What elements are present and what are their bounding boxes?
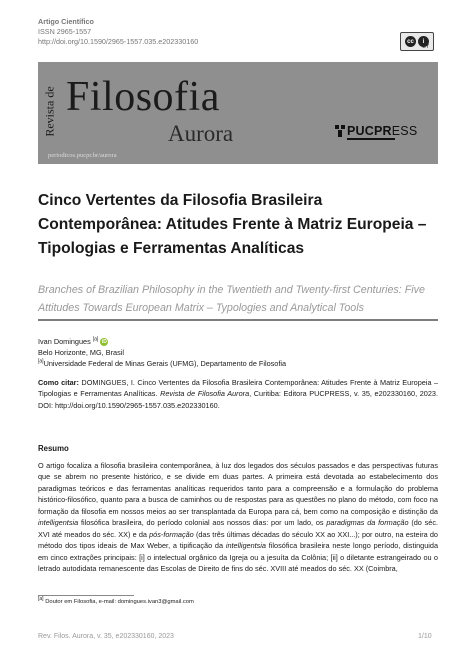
banner-url[interactable]: periodicos.pucpr.br/aurora [48, 152, 117, 159]
divider [38, 319, 438, 321]
citation-journal: Revista de Filosofia Aurora [160, 389, 250, 399]
issn: ISSN 2965-1557 [38, 27, 92, 36]
author-location: Belo Horizonte, MG, Brasil [38, 348, 124, 357]
article-title: Cinco Vertentes da Filosofia Brasileira Contemporânea: Atitudes Frente à Matriz Europeia – Tipologias e Ferramentas Analíticas [38, 192, 427, 257]
attribution-icon: i [418, 36, 429, 47]
banner-filosofia: Filosofia [66, 74, 220, 120]
resumo-body: O artigo focaliza a filosofia brasileira contemporânea, à luz dos legados dos séculos passados e das perspectivas futuras que se abrem no presente histórico, e se divide em duas partes. A primeira está devotada ao estabelecimento dos paradigmas teóricos e das ferramentas analíticas requeridos tanto para a compreensão e a formulação do problema histórico-filosófico, quanto para a busca de caminhos ou de respostas para as questões no plano do método, com foco na formação da filosofia em nossos meios ao ser transplantada da Europa para cá, bem como na composição e distinção da intelligentsia filosófica brasileira, do período colonial aos nossos dias: por um lado, os paradigmas da formação (do séc. XVI até meados do séc. XX) e da pós-formação (das três últimas décadas do século XX ao XXI...); por outro, na esteira do método dos tipos ideais de Max Weber, a tipificação da intelligentsia filosófica brasileira neste longo período, distinguida em cinco extrações principais: [i] o intelectual orgânico da Igreja ou a jesuíta da Colônia; [ii] o diletante estrangeirado ou o letrado autodidata remanescente das Escolas de Direito de fins do séc. XVIII até meados do séc. XX (Coimbra, [38, 461, 439, 574]
footnote-divider [38, 595, 134, 596]
citation-label: Como citar: [38, 378, 79, 387]
orcid-icon[interactable]: iD [101, 339, 107, 346]
author-block: Ivan Domingues [a] iD Belo Horizonte, MG, Brasil [a]Universidade Federal de Minas Gerais (UFMG), Departamento de Filosofia [38, 336, 287, 368]
footnote: [a] Doutor em Filosofia, e-mail: domingues.ivan3@gmail.com [38, 596, 194, 605]
page-number: 1/10 [418, 633, 432, 640]
pucpress-mark-icon [335, 125, 345, 137]
citation [38, 377, 438, 411]
affil-marker: [a] [92, 336, 99, 343]
article-subtitle: Branches of Brazilian Philosophy in the Twentieth and Twenty-first Centuries: Five Attitudes Towards European Matrix – Typologies and Analytical Tools [38, 284, 425, 314]
citation-rest: , Curitiba: Editora PUCPRESS, v. 35, e202330160, 2023. DOI: http://doi.org/10.1590/2965-1557.035.e202330160. [38, 389, 438, 410]
by-label: BY [422, 44, 429, 50]
publisher-light: ESS [391, 124, 418, 138]
journal-type: Artigo Científico [38, 17, 94, 26]
journal-banner [38, 62, 438, 164]
footer-citation: Rev. Filos. Aurora, v. 35, e202330160, 2023 [38, 633, 174, 640]
banner-revista: Revista de [42, 86, 57, 137]
pucpress-logo [335, 124, 417, 138]
banner-aurora: Aurora [168, 121, 234, 146]
article-meta [38, 17, 198, 47]
resumo-heading: Resumo [38, 444, 69, 453]
cc-icon: cc [405, 36, 416, 47]
author-institution: Universidade Federal de Minas Gerais (UFMG), Departamento de Filosofia [43, 359, 287, 368]
publisher-strong: PUCPR [347, 124, 392, 138]
creative-commons-by-icon[interactable] [400, 32, 434, 51]
doi-link[interactable]: http://doi.org/10.1590/2965-1557.035.e202330160 [38, 37, 199, 46]
citation-text: DOMINGUES, I. Cinco Vertentes da Filosofia Brasileira Contemporânea: Atitudes Frente à Matriz Europeia – Tipologias e Ferramentas Analíticas. [38, 378, 439, 399]
author-name: Ivan Domingues [38, 337, 91, 346]
